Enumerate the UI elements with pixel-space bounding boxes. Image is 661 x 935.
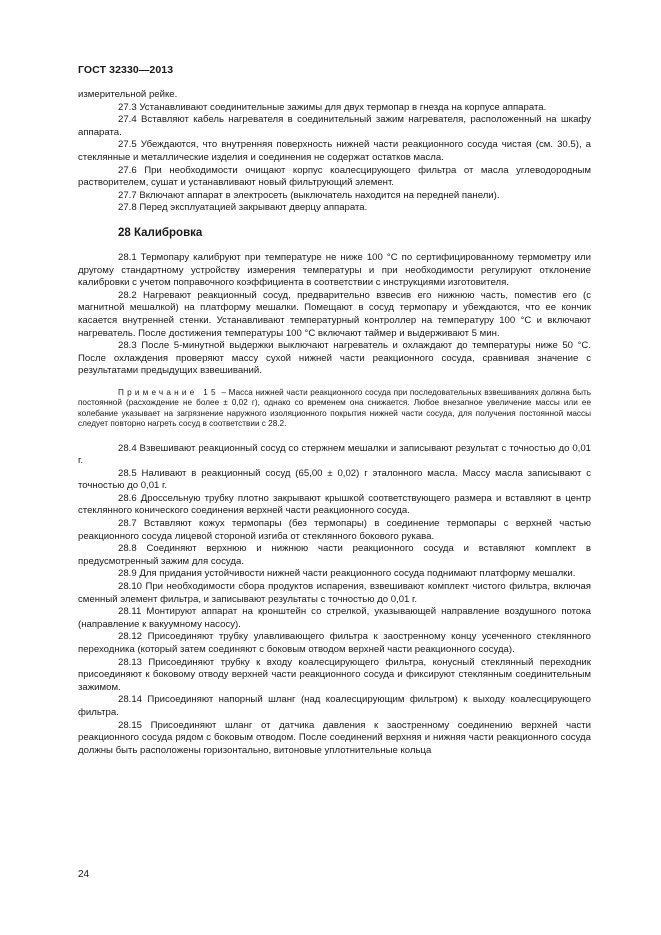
paragraph-28-1: 28.1 Термопару калибруют при температуре не ниже 100 °С по сертифицированному термометру или другому стандартному устройству измерения температуры и при необходимости регулируют отклонение калибровки с учетом поправочного коэффициента в соответствии с инструкциями изготовителя. xyxy=(78,251,591,289)
paragraph-27-5: 27.5 Убеждаются, что внутренняя поверхность нижней части реакционного сосуда чистая (см. 30.5), а стеклянные и металлические изделия и соединения не содержат остатков масла. xyxy=(78,139,591,163)
paragraph-27-3: 27.3 Устанавливают соединительные зажимы для двух термопар в гнезда на корпусе аппарата. xyxy=(118,101,547,113)
page-number: 24 xyxy=(78,869,90,880)
document-code-header: ГОСТ 32330—2013 xyxy=(78,64,174,76)
note-15 xyxy=(78,388,591,430)
paragraph-28-14: 28.14 Присоединяют напорный шланг (над коалесцирующим фильтром) к выходу коалесцирующего фильтра. xyxy=(78,694,591,718)
paragraph-28-3: 28.3 После 5-минутной выдержки выключают нагреватель и охлаждают до температуры ниже 50 °С. После охлаждения проверяют массу сухой нижней части реакционного сосуда, сравнивая значение с результатами предыдущих взвешиваний. xyxy=(78,340,591,377)
paragraph-27-7: 27.7 Включают аппарат в электросеть (выключатель находится на передней панели). xyxy=(118,189,500,201)
note-label: Примечание 15 xyxy=(118,387,219,397)
paragraph-28-13: 28.13 Присоединяют трубку к входу коалесцирующего фильтра, конусный стеклянный переходник присоединяют к боковому отводу верхней части реакционного сосуда и фиксируют стеклянным соединительным зажимом. xyxy=(78,656,591,693)
paragraph-28-7: 28.7 Вставляют кожух термопары (без термопары) в соединение термопары с верхней частью реакционного сосуда лицевой стороной изгиба от стеклянного бокового рукава. xyxy=(78,518,591,542)
paragraph-28-2: 28.2 Нагревают реакционный сосуд, предварительно взвесив его нижнюю часть, поместив его (с магнитной мешалкой) на платформу мешалки. Помещают в сосуд термопару и убеждаются, что ее кончик касается внутренней стенки. Устанавливают температурный контроллер на температуру 100 °С и включают нагреватель. После достижения температуры 100 °С включают таймер и выдерживают 5 мин. xyxy=(78,289,591,339)
paragraph-28-10: 28.10 При необходимости сбора продуктов испарения, взвешивают комплект чистого фильтра, включая сменный элемент фильтра, и записывают результаты с точностью до 0,01 г. xyxy=(78,581,591,605)
paragraph-28-9: 28.9 Для придания устойчивости нижней части реакционного сосуда поднимают платформу мешалки. xyxy=(118,568,576,580)
paragraph-28-4: 28.4 Взвешивают реакционный сосуд со стержнем мешалки и записывают результат с точностью до 0,01 г. xyxy=(78,442,591,467)
paragraph-28-5: 28.5 Наливают в реакционный сосуд (65,00 ± 0,02) г эталонного масла. Массу масла записывают с точностью до 0,01 г. xyxy=(78,467,591,492)
paragraph-28-8: 28.8 Соединяют верхнюю и нижнюю части реакционного сосуда и вставляют комплект в предусмотренный зажим для сосуда. xyxy=(78,543,591,567)
paragraph-28-11: 28.11 Монтируют аппарат на кронштейн со стрелкой, указывающей направление воздушного потока (направление к вакуумному насосу). xyxy=(78,606,591,630)
paragraph-continuation: измерительной рейке. xyxy=(78,89,178,100)
body-text xyxy=(78,89,591,757)
paragraph-27-4: 27.4 Вставляют кабель нагревателя в соединительный зажим нагревателя, расположенный на шкафу аппарата. xyxy=(78,114,591,138)
paragraph-28-6: 28.6 Дроссельную трубку плотно закрывают крышкой соответствующего размера и вставляют в центр стеклянного конического соединения верхней части реакционного сосуда. xyxy=(78,492,591,517)
note-text: – Масса нижней части реакционного сосуда при последовательных взвешиваниях должна быть постоянной (расхождение не более ± 0,02 г), однако со временем она снижается. Любое внезапное увеличение массы или ее колебание указывает на загрязнение наружного изоляционного покрытия нижней части сосуда, для получения постоянной массы следует повторно нагреть сосуд в соответствии с 28.2. xyxy=(78,387,591,429)
section-heading-28: 28 Калибровка xyxy=(118,226,203,239)
paragraph-28-12: 28.12 Присоединяют трубку улавливающего фильтра к заостренному концу усеченного стеклянного переходника (который затем соединяют с боковым отводом верхней части реакционного сосуда). xyxy=(78,631,591,655)
paragraph-28-15: 28.15 Присоединяют шланг от датчика давления к заостренному соединению верхней части реакционного сосуда рядом с боковым отводом. После соединений верхняя и нижняя части реакционного сосуда должны быть расположены горизонтально, витоновые уплотнительные кольца xyxy=(78,719,591,756)
paragraph-27-8: 27.8 Перед эксплуатацией закрывают дверцу аппарата. xyxy=(118,202,368,214)
paragraph-27-6: 27.6 При необходимости очищают корпус коалесцирующего фильтра от масла углеводородным растворителем, сушат и устанавливают новый фильтрующий элемент. xyxy=(78,164,591,189)
